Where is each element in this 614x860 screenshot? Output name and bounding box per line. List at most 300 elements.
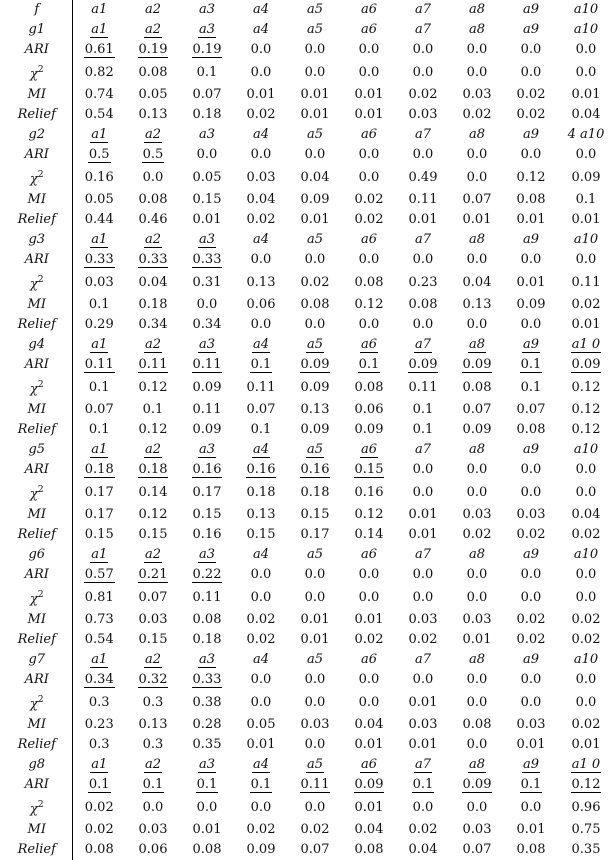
value-cell: 0.01 <box>192 822 222 837</box>
value-cell: 0.0 <box>466 672 488 687</box>
value-cell: 0.1 <box>88 297 110 312</box>
group-attr-row <box>0 125 614 145</box>
header-row <box>0 0 614 20</box>
attr-cell: a3 <box>198 22 216 37</box>
value-cell: 0.0 <box>304 737 326 752</box>
value-cell: 0.09 <box>571 169 601 185</box>
value-cell: 0.1 <box>520 379 542 395</box>
value-cell: 0.08 <box>300 297 330 312</box>
measure-label <box>0 375 72 400</box>
attr-cell: a7 <box>414 652 432 667</box>
value-cell: 0.07 <box>516 402 546 417</box>
attr-cell: a9 <box>522 757 540 772</box>
measure-label: MI <box>0 400 72 420</box>
value-cell: 0.18 <box>192 632 222 647</box>
measure-row <box>0 165 614 190</box>
value-cell: 0.3 <box>88 694 110 710</box>
value-cell: 0.0 <box>250 252 272 267</box>
header-cell: a2 <box>144 2 162 17</box>
attr-cell: a8 <box>468 337 486 352</box>
attr-cell: a1 <box>91 232 108 247</box>
value-cell: 0.06 <box>246 297 276 312</box>
value-cell: 0.0 <box>358 64 380 80</box>
measure-row <box>0 610 614 630</box>
value-cell: 0.0 <box>412 484 434 500</box>
value-cell: 0.38 <box>192 694 222 710</box>
value-cell: 0.13 <box>246 274 276 290</box>
value-cell: 0.17 <box>84 507 114 522</box>
value-cell: 0.09 <box>354 777 384 792</box>
value-cell: 0.01 <box>246 87 276 102</box>
measure-row <box>0 315 614 335</box>
chi-symbol: χ <box>29 67 38 82</box>
value-cell: 0.1 <box>142 402 164 417</box>
measure-row <box>0 630 614 650</box>
value-cell: 0.0 <box>304 694 326 710</box>
measure-label: MI <box>0 295 72 315</box>
value-cell: 0.07 <box>246 402 276 417</box>
value-cell: 0.15 <box>300 507 330 522</box>
value-cell: 0.0 <box>466 694 488 710</box>
attr-cell: 4 a10 <box>567 127 605 142</box>
attr-cell: a9 <box>522 652 540 667</box>
attr-cell: a1 <box>91 22 108 37</box>
value-cell: 0.04 <box>571 507 601 522</box>
value-cell: 0.03 <box>84 274 114 290</box>
value-cell: 0.02 <box>354 212 384 227</box>
measure-row <box>0 190 614 210</box>
value-cell: 0.02 <box>516 107 546 122</box>
value-cell: 0.11 <box>408 192 438 207</box>
measure-label: Relief <box>0 210 72 230</box>
value-cell: 0.02 <box>408 87 438 102</box>
value-cell: 0.14 <box>138 484 168 500</box>
value-cell: 0.0 <box>575 64 597 80</box>
value-cell: 0.08 <box>354 842 384 857</box>
measure-row <box>0 480 614 505</box>
attr-cell: a5 <box>306 652 324 667</box>
attr-cell: a8 <box>468 442 486 457</box>
measure-row <box>0 715 614 735</box>
value-cell: 0.08 <box>408 297 438 312</box>
attr-cell: a4 <box>252 652 270 667</box>
value-cell: 0.1 <box>250 422 272 437</box>
value-cell: 0.1 <box>142 777 164 792</box>
group-attr-row <box>0 440 614 460</box>
attr-cell: a3 <box>198 337 216 352</box>
measure-row <box>0 670 614 690</box>
attr-cell: a10 <box>573 442 599 457</box>
value-cell: 0.19 <box>192 42 222 57</box>
value-cell: 0.0 <box>358 672 380 687</box>
attr-cell: a2 <box>144 22 162 37</box>
measure-label <box>0 60 72 85</box>
value-cell: 0.11 <box>192 402 222 417</box>
value-cell: 0.34 <box>138 317 168 332</box>
value-cell: 0.01 <box>408 694 438 710</box>
attr-cell: a9 <box>522 22 540 37</box>
attr-cell: a6 <box>360 232 378 247</box>
value-cell: 0.1 <box>88 422 110 437</box>
value-cell: 0.0 <box>304 42 326 57</box>
value-cell: 0.0 <box>520 672 542 687</box>
value-cell: 0.0 <box>575 462 597 477</box>
measure-row <box>0 210 614 230</box>
attr-cell: a9 <box>522 127 540 142</box>
value-cell: 0.09 <box>462 422 492 437</box>
value-cell: 0.11 <box>408 379 438 395</box>
value-cell: 0.0 <box>358 589 380 605</box>
measure-label: Relief <box>0 420 72 440</box>
chi-symbol: χ <box>29 487 38 502</box>
value-cell: 0.22 <box>192 567 222 582</box>
value-cell: 0.01 <box>462 632 492 647</box>
measure-label: Relief <box>0 840 72 860</box>
group-attr-row <box>0 335 614 355</box>
attr-cell: a10 <box>573 547 599 562</box>
value-cell: 0.07 <box>138 589 168 605</box>
attr-cell: a8 <box>468 547 486 562</box>
value-cell: 0.01 <box>192 212 222 227</box>
value-cell: 0.01 <box>354 87 384 102</box>
attr-cell: a9 <box>522 442 540 457</box>
header-cell: f <box>0 0 72 20</box>
attr-cell: a3 <box>198 652 216 667</box>
chi-exponent: 2 <box>37 800 44 810</box>
header-cell: a10 <box>573 2 599 17</box>
value-cell: 0.08 <box>84 842 114 857</box>
value-cell: 0.03 <box>408 612 438 627</box>
value-cell: 0.0 <box>520 567 542 582</box>
measure-label: ARI <box>0 460 72 480</box>
value-cell: 0.3 <box>88 737 110 752</box>
value-cell: 0.03 <box>462 612 492 627</box>
value-cell: 0.81 <box>84 589 114 605</box>
value-cell: 0.05 <box>84 192 114 207</box>
measure-row <box>0 295 614 315</box>
value-cell: 0.0 <box>412 64 434 80</box>
value-cell: 0.16 <box>192 462 222 477</box>
chi-exponent: 2 <box>37 275 44 285</box>
attr-cell: a1 0 <box>571 337 601 352</box>
attr-cell: a6 <box>360 337 378 352</box>
measure-label: Relief <box>0 105 72 125</box>
value-cell: 0.07 <box>462 842 492 857</box>
value-cell: 0.13 <box>246 507 276 522</box>
value-cell: 0.0 <box>412 42 434 57</box>
measure-label: MI <box>0 85 72 105</box>
value-cell: 0.0 <box>520 462 542 477</box>
group-attr-row <box>0 545 614 565</box>
chi-exponent: 2 <box>37 380 44 390</box>
value-cell: 0.15 <box>138 632 168 647</box>
attr-cell: a2 <box>144 127 162 142</box>
measure-row <box>0 795 614 820</box>
value-cell: 0.01 <box>300 632 330 647</box>
measure-row <box>0 820 614 840</box>
header-cell: a8 <box>468 2 486 17</box>
value-cell: 0.11 <box>246 379 276 395</box>
value-cell: 0.73 <box>84 612 114 627</box>
value-cell: 0.34 <box>192 317 222 332</box>
measure-label: MI <box>0 190 72 210</box>
group-attr-row <box>0 650 614 670</box>
group-attr-row <box>0 230 614 250</box>
value-cell: 0.09 <box>571 357 601 372</box>
value-cell: 0.0 <box>304 252 326 267</box>
value-cell: 0.08 <box>462 379 492 395</box>
value-cell: 0.0 <box>466 42 488 57</box>
value-cell: 0.08 <box>354 274 384 290</box>
measure-row <box>0 525 614 545</box>
value-cell: 0.0 <box>250 317 272 332</box>
attr-cell: a2 <box>144 757 162 772</box>
value-cell: 0.09 <box>462 777 492 792</box>
value-cell: 0.01 <box>300 87 330 102</box>
value-cell: 0.1 <box>250 777 272 792</box>
value-cell: 0.09 <box>354 422 384 437</box>
value-cell: 0.33 <box>192 672 222 687</box>
value-cell: 0.0 <box>304 672 326 687</box>
value-cell: 0.0 <box>250 567 272 582</box>
value-cell: 0.07 <box>300 842 330 857</box>
value-cell: 0.0 <box>250 694 272 710</box>
measure-row <box>0 40 614 60</box>
attr-cell: a2 <box>144 442 162 457</box>
value-cell: 0.11 <box>84 357 114 372</box>
chi-exponent: 2 <box>37 65 44 75</box>
value-cell: 0.08 <box>462 717 492 732</box>
value-cell: 0.12 <box>354 507 384 522</box>
value-cell: 0.0 <box>412 672 434 687</box>
value-cell: 0.18 <box>300 484 330 500</box>
value-cell: 0.12 <box>138 379 168 395</box>
measure-row <box>0 250 614 270</box>
value-cell: 0.04 <box>138 274 168 290</box>
value-cell: 0.02 <box>408 632 438 647</box>
attr-cell: a3 <box>198 757 216 772</box>
value-cell: 0.0 <box>358 169 380 185</box>
value-cell: 0.02 <box>571 527 601 542</box>
measure-label: MI <box>0 505 72 525</box>
value-cell: 0.1 <box>196 64 218 80</box>
attr-cell: a7 <box>414 127 432 142</box>
value-cell: 0.12 <box>354 297 384 312</box>
value-cell: 0.0 <box>250 42 272 57</box>
attr-cell: a9 <box>522 232 540 247</box>
attr-cell: a1 <box>91 757 108 772</box>
value-cell: 0.02 <box>354 632 384 647</box>
value-cell: 0.05 <box>192 169 222 185</box>
attr-cell: a5 <box>306 127 324 142</box>
value-cell: 0.0 <box>575 252 597 267</box>
value-cell: 0.33 <box>138 252 168 267</box>
value-cell: 0.3 <box>142 737 164 752</box>
measure-label <box>0 690 72 715</box>
value-cell: 0.0 <box>412 462 434 477</box>
value-cell: 0.0 <box>520 694 542 710</box>
value-cell: 0.09 <box>300 379 330 395</box>
value-cell: 0.49 <box>408 169 438 185</box>
measure-row <box>0 355 614 375</box>
value-cell: 0.02 <box>571 717 601 732</box>
value-cell: 0.0 <box>466 799 488 815</box>
value-cell: 0.74 <box>84 87 114 102</box>
value-cell: 0.15 <box>192 192 222 207</box>
value-cell: 0.0 <box>466 589 488 605</box>
value-cell: 0.0 <box>304 589 326 605</box>
attr-cell: a1 <box>91 547 108 562</box>
value-cell: 0.07 <box>462 192 492 207</box>
value-cell: 0.12 <box>571 379 601 395</box>
value-cell: 0.0 <box>142 799 164 815</box>
value-cell: 0.02 <box>246 107 276 122</box>
value-cell: 0.11 <box>192 357 222 372</box>
value-cell: 0.09 <box>516 297 546 312</box>
value-cell: 0.0 <box>358 694 380 710</box>
attr-cell: a8 <box>468 652 486 667</box>
group-name: g1 <box>0 20 72 40</box>
value-cell: 0.0 <box>466 737 488 752</box>
value-cell: 0.08 <box>138 192 168 207</box>
value-cell: 0.3 <box>142 694 164 710</box>
value-cell: 0.02 <box>571 612 601 627</box>
value-cell: 0.33 <box>84 252 114 267</box>
value-cell: 0.01 <box>408 527 438 542</box>
attr-cell: a10 <box>573 232 599 247</box>
value-cell: 0.03 <box>246 169 276 185</box>
attr-cell: a8 <box>468 127 486 142</box>
value-cell: 0.0 <box>304 64 326 80</box>
attr-cell: a6 <box>360 547 378 562</box>
value-cell: 0.0 <box>250 589 272 605</box>
measure-row <box>0 565 614 585</box>
value-cell: 0.09 <box>246 842 276 857</box>
value-cell: 0.16 <box>192 527 222 542</box>
measure-label: MI <box>0 610 72 630</box>
value-cell: 0.13 <box>300 402 330 417</box>
value-cell: 0.0 <box>196 297 218 312</box>
value-cell: 0.18 <box>84 462 114 477</box>
header-cell: a5 <box>306 2 324 17</box>
value-cell: 0.08 <box>192 842 222 857</box>
attr-cell: a4 <box>252 547 270 562</box>
value-cell: 0.01 <box>571 212 601 227</box>
value-cell: 0.0 <box>250 672 272 687</box>
value-cell: 0.0 <box>304 799 326 815</box>
value-cell: 0.16 <box>84 169 114 185</box>
measure-row <box>0 690 614 715</box>
value-cell: 0.23 <box>84 717 114 732</box>
value-cell: 0.1 <box>88 777 110 792</box>
value-cell: 0.02 <box>516 612 546 627</box>
value-cell: 0.31 <box>192 274 222 290</box>
value-cell: 0.16 <box>246 462 276 477</box>
value-cell: 0.04 <box>300 169 330 185</box>
value-cell: 0.0 <box>575 484 597 500</box>
value-cell: 0.0 <box>412 147 434 162</box>
value-cell: 0.02 <box>571 632 601 647</box>
value-cell: 0.01 <box>354 799 384 815</box>
value-cell: 0.02 <box>246 632 276 647</box>
value-cell: 0.08 <box>354 379 384 395</box>
value-cell: 0.12 <box>571 422 601 437</box>
value-cell: 0.12 <box>571 402 601 417</box>
value-cell: 0.32 <box>138 672 168 687</box>
group-name: g8 <box>0 755 72 775</box>
value-cell: 0.11 <box>138 357 168 372</box>
value-cell: 0.1 <box>88 379 110 395</box>
attr-cell: a4 <box>252 337 270 352</box>
value-cell: 0.29 <box>84 317 114 332</box>
value-cell: 0.09 <box>300 357 330 372</box>
value-cell: 0.1 <box>412 422 434 437</box>
value-cell: 0.01 <box>408 737 438 752</box>
attr-cell: a5 <box>306 22 324 37</box>
attr-cell: a9 <box>522 337 540 352</box>
measure-label: ARI <box>0 250 72 270</box>
attr-cell: a7 <box>414 337 432 352</box>
group-attr-row <box>0 20 614 40</box>
measure-label <box>0 480 72 505</box>
value-cell: 0.1 <box>520 357 542 372</box>
value-cell: 0.09 <box>462 357 492 372</box>
value-cell: 0.23 <box>408 274 438 290</box>
value-cell: 0.13 <box>462 297 492 312</box>
attr-cell: a1 <box>91 652 108 667</box>
value-cell: 0.1 <box>412 777 434 792</box>
measure-row <box>0 60 614 85</box>
value-cell: 0.0 <box>466 317 488 332</box>
attr-cell: a3 <box>198 232 216 247</box>
value-cell: 0.01 <box>516 822 546 837</box>
attr-cell: a7 <box>414 232 432 247</box>
value-cell: 0.1 <box>196 777 218 792</box>
value-cell: 0.04 <box>571 107 601 122</box>
chi-exponent: 2 <box>37 590 44 600</box>
value-cell: 0.01 <box>408 507 438 522</box>
value-cell: 0.0 <box>520 484 542 500</box>
value-cell: 0.0 <box>520 252 542 267</box>
value-cell: 0.04 <box>354 717 384 732</box>
value-cell: 0.28 <box>192 717 222 732</box>
value-cell: 0.0 <box>466 64 488 80</box>
group-name: g7 <box>0 650 72 670</box>
value-cell: 0.0 <box>520 42 542 57</box>
value-cell: 0.03 <box>138 612 168 627</box>
value-cell: 0.02 <box>300 274 330 290</box>
value-cell: 0.04 <box>408 842 438 857</box>
attr-cell: a5 <box>306 547 324 562</box>
attr-cell: a5 <box>306 232 324 247</box>
value-cell: 0.08 <box>516 422 546 437</box>
value-cell: 0.0 <box>304 567 326 582</box>
measure-label: ARI <box>0 145 72 165</box>
measure-label <box>0 270 72 295</box>
value-cell: 0.57 <box>84 567 114 582</box>
value-cell: 0.1 <box>358 357 380 372</box>
value-cell: 0.03 <box>408 107 438 122</box>
group-name: g5 <box>0 440 72 460</box>
attr-cell: a8 <box>468 757 486 772</box>
value-cell: 0.03 <box>300 717 330 732</box>
chi-exponent: 2 <box>37 170 44 180</box>
value-cell: 0.06 <box>354 402 384 417</box>
value-cell: 0.02 <box>571 297 601 312</box>
measure-label <box>0 795 72 820</box>
attr-cell: a6 <box>360 652 378 667</box>
attr-cell: a2 <box>144 547 162 562</box>
